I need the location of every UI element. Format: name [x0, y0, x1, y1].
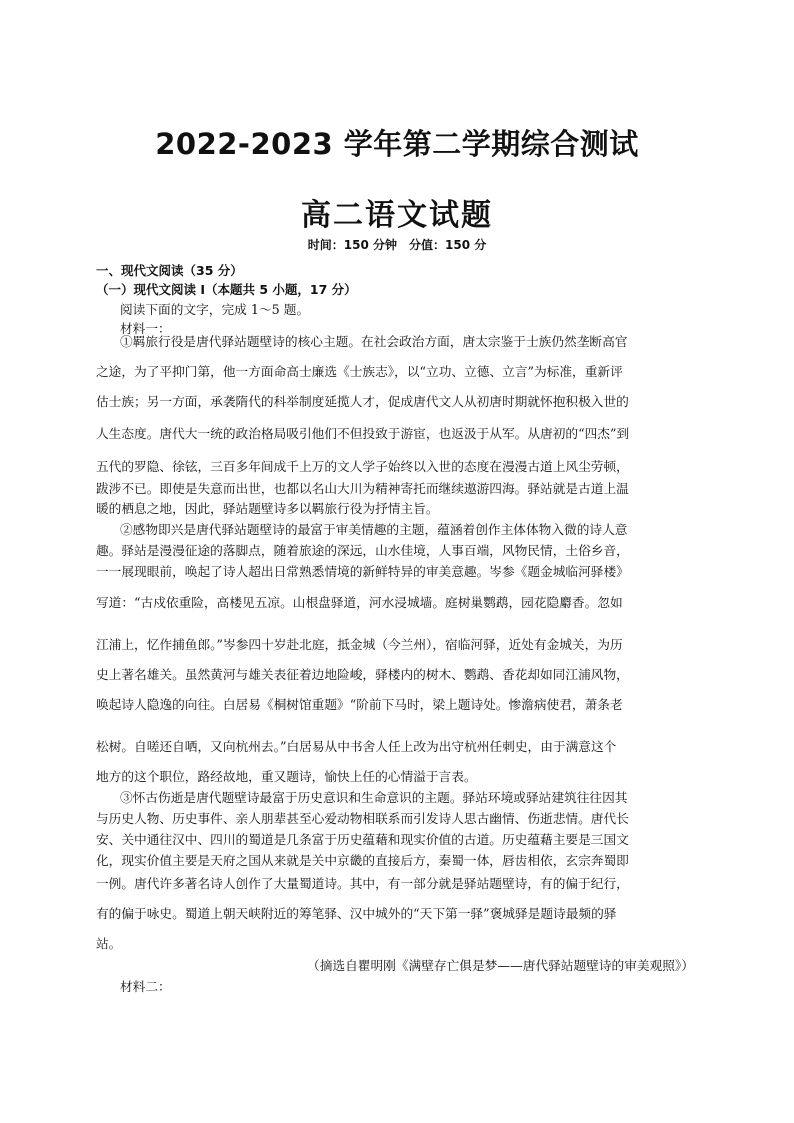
exam-title: 2022-2023 学年第二学期综合测试 [155, 127, 639, 161]
body-line: 唤起诗人隐逸的向往。白居易《桐树馆重题》“阶前下马时，梁上题诗处。惨澹病使君，萧条老 [96, 697, 623, 712]
body-line: 一例。唐代许多著名诗人创作了大量蜀道诗。其中，有一部分就是驿站题壁诗，有的偏于纪行， [96, 876, 629, 891]
body-line: 跋涉不已。即使是失意而出世，也都以名山大川为精神寄托而继续遨游四海。驿站就是古道上温 [96, 481, 629, 496]
subsection-heading: （一）现代文阅读 I（本题共 5 小题，17 分） [96, 282, 357, 297]
body-line: 一一展现眼前，唤起了诗人超出日常熟悉情境的新鲜特异的审美意趣。岑参《题金城临河驿楼》 [96, 564, 629, 579]
body-line: 五代的罗隐、徐铉，三百多年间成千上万的文人学子始终以入世的态度在漫漫古道上风尘劳顿， [96, 459, 629, 474]
material-label: 材料二： [120, 979, 171, 994]
body-line: 之途，为了平抑门第，他一方面命高士廉选《士族志》，以“立功、立德、立言”为标准，重新评 [96, 364, 623, 379]
body-line: 史上著名雄关。虽然黄河与雄关表征着边地险峻，驿楼内的树木、鹦鹉、香花却如同江浦风物， [96, 667, 629, 682]
body-line: 写道：“古戍依重险，高楼见五凉。山根盘驿道，河水浸城墙。庭树巢鹦鹉，园花隐麝香。忽如 [96, 595, 623, 610]
body-line: 趣。驿站是漫漫征途的落脚点，随着旅途的深远，山水佳境，人事百端，风物民情，土俗乡音， [96, 543, 629, 558]
instruction: 阅读下面的文字，完成 1～5 题。 [120, 302, 310, 317]
body-line: 估士族；另一方面，承袭隋代的科举制度延揽人才，促成唐代文人从初唐时期就怀抱积极入世的 [96, 394, 629, 409]
material-label: 材料一： [120, 321, 171, 336]
body-line: 江浦上，忆作捕鱼郎。”岑参四十岁赴北庭，抵金城（今兰州），宿临河驿，近处有金城关，为历 [96, 637, 623, 652]
exam-subtitle: 高二语文试题 [301, 198, 493, 233]
body-line: 暖的栖息之地，因此，驿站题壁诗多以羁旅行役为抒情主旨。 [96, 501, 439, 516]
section-heading: 一、现代文阅读（35 分） [96, 263, 243, 278]
body-line: ②感物即兴是唐代驿站题壁诗的最富于审美情趣的主题，蕴涵着创作主体体物入微的诗人意 [120, 522, 628, 537]
body-line: 安、关中通往汉中、四川的蜀道是几条富于历史蕴藉和现实价值的古道。历史蕴藉主要是三国文 [96, 832, 629, 847]
body-line: 站。 [96, 936, 122, 951]
body-line: ③怀古伤逝是唐代题壁诗最富于历史意识和生命意识的主题。驿站环境或驿站建筑往往因其 [120, 790, 628, 805]
source-citation: （摘选自瞿明刚《满壁存亡俱是梦——唐代驿站题壁诗的审美观照》） [307, 958, 694, 973]
body-line: 松树。自嗟还自哂，又向杭州去。”白居易从中书舍人任上改为出守杭州任刺史，由于满意这个 [96, 739, 617, 754]
exam-meta: 时间：150 分钟 分值：150 分 [307, 238, 487, 252]
body-line: 人生态度。唐代大一统的政治格局吸引他们不但投致于游宦，也返汲于从军。从唐初的“四杰”到 [96, 426, 630, 441]
body-line: ①羁旅行役是唐代驿站题壁诗的核心主题。在社会政治方面，唐太宗鉴于士族仍然垄断高官 [120, 334, 628, 349]
body-line: 与历史人物、历史事件、亲人朋辈甚至心爱动物相联系而引发诗人思古幽情、伤逝悲情。唐代长 [96, 811, 629, 826]
body-line: 有的偏于咏史。蜀道上朝天峡附近的筹笔驿、汉中城外的“天下第一驿”褒城驿是题诗最频的驿 [96, 906, 617, 921]
body-line: 地方的这个职位，路经故地，重又题诗，愉快上任的心情溢于言表。 [96, 769, 477, 784]
body-line: 化，现实价值主要是天府之国从来就是关中京畿的直接后方，秦蜀一体，唇齿相依，玄宗奔蜀即 [96, 853, 629, 868]
